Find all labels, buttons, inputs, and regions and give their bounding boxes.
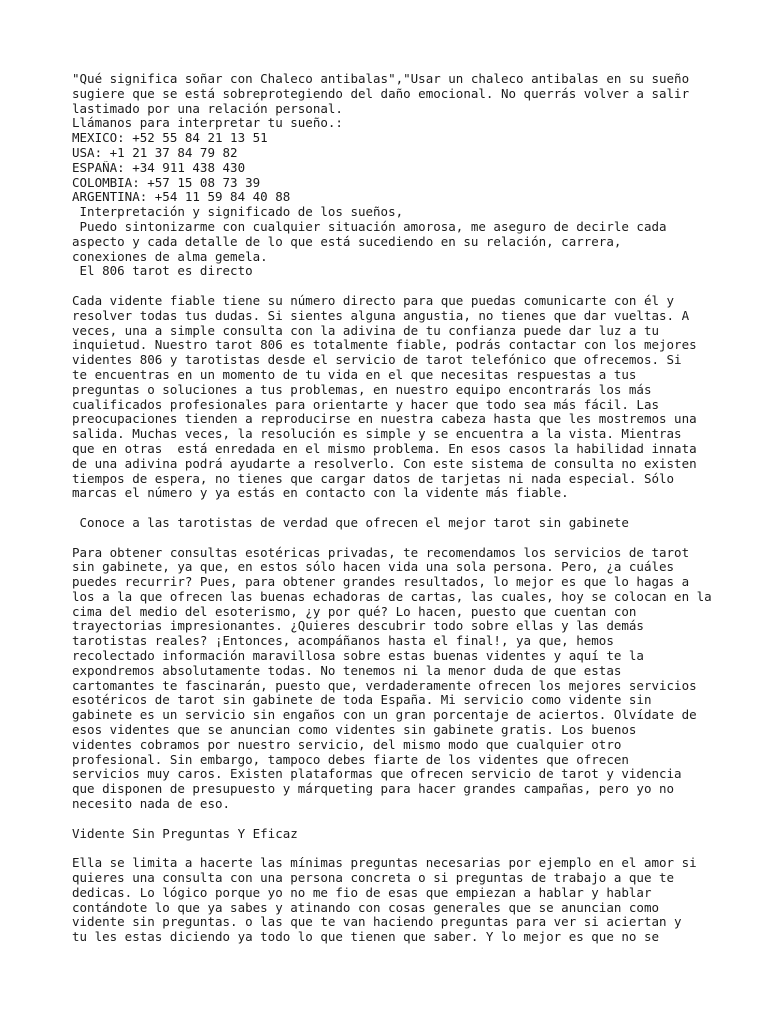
spacer bbox=[72, 812, 712, 827]
contact-list bbox=[72, 131, 712, 205]
paragraph-line: profesional. Sin embargo, tampoco debes fiarte de los videntes que ofrecen bbox=[72, 752, 629, 767]
spacer bbox=[72, 531, 712, 546]
paragraph-line: videntes cobramos por nuestro servicio, del mismo modo que cualquier otro bbox=[72, 737, 622, 752]
paragraph-line: puedes recurrir? Pues, para obtener grandes resultados, lo mejor es que lo hagas a bbox=[72, 575, 690, 590]
paragraph-line: esotéricos de tarot sin gabinete de toda España. Mi servicio como vidente sin bbox=[72, 693, 652, 708]
document-page bbox=[72, 72, 712, 945]
contact-usa: USA: +1 21 37 84 79 82 bbox=[72, 145, 238, 160]
paragraph-line: cualificados profesionales para orientarte y hacer que todo sea más fácil. Las bbox=[72, 397, 659, 412]
paragraph-line: Cada vidente fiable tiene su número directo para que puedas comunicarte con él y bbox=[72, 293, 675, 308]
paragraph-line: tiempos de espera, no tienes que cargar datos de tarjetas ni nada especial. Sólo bbox=[72, 471, 675, 486]
header-line: Llámanos para interpretar tu sueño.: bbox=[72, 116, 343, 131]
contact-mexico: MEXICO: +52 55 84 21 13 51 bbox=[72, 131, 268, 146]
paragraph-line: servicios muy caros. Existen plataformas que ofrecen servicio de tarot y videncia bbox=[72, 767, 682, 782]
intro-block bbox=[72, 205, 712, 279]
paragraph-line: salida. Muchas veces, la resolución es simple y se encuentra a la vista. Mientras bbox=[72, 427, 682, 442]
paragraph-line: cima del medio del esoterismo, ¿y por qué? Lo hacen, puesto que cuentan con bbox=[72, 604, 637, 619]
paragraph-line: de una adivina podrá ayudarte a resolverlo. Con este sistema de consulta no existen bbox=[72, 456, 697, 471]
paragraph-line: contándote lo que ya sabes y atinando con cosas generales que se anuncian como bbox=[72, 900, 659, 915]
intro-line: Interpretación y significado de los sueños, bbox=[72, 205, 404, 220]
contact-espana: ESPAÑA: +34 911 438 430 bbox=[72, 160, 246, 175]
paragraph-line: recolectado información maravillosa sobre estas buenas videntes y aquí te la bbox=[72, 649, 644, 664]
paragraph-line: marcas el número y ya estás en contacto con la vidente más fiable. bbox=[72, 486, 569, 501]
paragraph-line: Para obtener consultas esotéricas privadas, te recomendamos los servicios de tarot bbox=[72, 545, 690, 560]
paragraph-line: que disponen de presupuesto y márqueting para hacer grandes campañas, pero yo no bbox=[72, 782, 675, 797]
paragraph-line: esos videntes que se anuncian como videntes sin gabinete gratis. Los buenos bbox=[72, 723, 637, 738]
paragraph-line: preocupaciones tienden a reproducirse en nuestra cabeza hasta que les mostremos una bbox=[72, 412, 697, 427]
paragraph-3 bbox=[72, 856, 712, 945]
paragraph-line: inquietud. Nuestro tarot 806 es totalmente fiable, podrás contactar con los mejores bbox=[72, 338, 697, 353]
contact-colombia: COLOMBIA: +57 15 08 73 39 bbox=[72, 175, 261, 190]
paragraph-line: que en otras está enredada en el mismo problema. En esos casos la habilidad innata bbox=[72, 441, 697, 456]
paragraph-line: te encuentras en un momento de tu vida en el que necesitas respuestas a tus bbox=[72, 367, 637, 382]
intro-line: Puedo sintonizarme con cualquier situación amorosa, me aseguro de decirle cada bbox=[72, 219, 667, 234]
paragraph-line: dedicas. Lo lógico porque yo no me fio de esas que empiezan a hablar y hablar bbox=[72, 885, 652, 900]
spacer bbox=[72, 279, 712, 294]
section-heading-tarotistas: Conoce a las tarotistas de verdad que ofrecen el mejor tarot sin gabinete bbox=[72, 515, 629, 530]
header-block bbox=[72, 72, 712, 131]
spacer bbox=[72, 501, 712, 516]
paragraph-line: tarotistas reales? ¡Entonces, acompáñanos hasta el final!, ya que, hemos bbox=[72, 634, 614, 649]
paragraph-1 bbox=[72, 294, 712, 501]
paragraph-line: expondremos absolutamente todas. No tenemos ni la menor duda de que estas bbox=[72, 663, 622, 678]
intro-line: aspecto y cada detalle de lo que está sucediendo en su relación, carrera, bbox=[72, 234, 622, 249]
paragraph-line: gabinete es un servicio sin engaños con un gran porcentaje de aciertos. Olvídate de bbox=[72, 708, 697, 723]
section-heading-vidente: Vidente Sin Preguntas Y Eficaz bbox=[72, 826, 298, 841]
paragraph-line: cartomantes te fascinarán, puesto que, verdaderamente ofrecen los mejores servicios bbox=[72, 678, 697, 693]
intro-line: conexiones de alma gemela. bbox=[72, 249, 268, 264]
contact-argentina: ARGENTINA: +54 11 59 84 40 88 bbox=[72, 190, 291, 205]
spacer bbox=[72, 841, 712, 856]
paragraph-line: resolver todas tus dudas. Si sientes alguna angustia, no tienes que dar vueltas. A bbox=[72, 308, 690, 323]
paragraph-line: necesito nada de eso. bbox=[72, 797, 231, 812]
header-line: "Qué significa soñar con Chaleco antibalas","Usar un chaleco antibalas en su sueño bbox=[72, 72, 690, 86]
paragraph-line: tu les estas diciendo ya todo lo que tienen que saber. Y lo mejor es que no se bbox=[72, 930, 659, 945]
paragraph-line: trayectorias impresionantes. ¿Quieres descubrir todo sobre ellas y las demás bbox=[72, 619, 644, 634]
paragraph-line: Ella se limita a hacerte las mínimas preguntas necesarias por ejemplo en el amor si bbox=[72, 856, 697, 871]
paragraph-line: vidente sin preguntas. o las que te van haciendo preguntas para ver si aciertan y bbox=[72, 915, 682, 930]
paragraph-line: quieres una consulta con una persona concreta o si preguntas de trabajo a que te bbox=[72, 871, 675, 886]
paragraph-line: sin gabinete, ya que, en estos sólo hacen vida una sola persona. Pero, ¿a cuáles bbox=[72, 560, 675, 575]
paragraph-line: preguntas o soluciones a tus problemas, en nuestro equipo encontrarás los más bbox=[72, 382, 652, 397]
intro-line: El 806 tarot es directo bbox=[72, 264, 253, 279]
paragraph-line: los a la que ofrecen las buenas echadoras de cartas, las cuales, hoy se colocan en la bbox=[72, 589, 712, 604]
paragraph-line: veces, una a simple consulta con la adivina de tu confianza puede dar luz a tu bbox=[72, 323, 659, 338]
paragraph-2 bbox=[72, 546, 712, 812]
header-line: lastimado por una relación personal. bbox=[72, 101, 343, 116]
header-line: sugiere que se está sobreprotegiendo del daño emocional. No querrás volver a salir bbox=[72, 86, 690, 101]
paragraph-line: videntes 806 y tarotistas desde el servicio de tarot telefónico que ofrecemos. Si bbox=[72, 353, 682, 368]
